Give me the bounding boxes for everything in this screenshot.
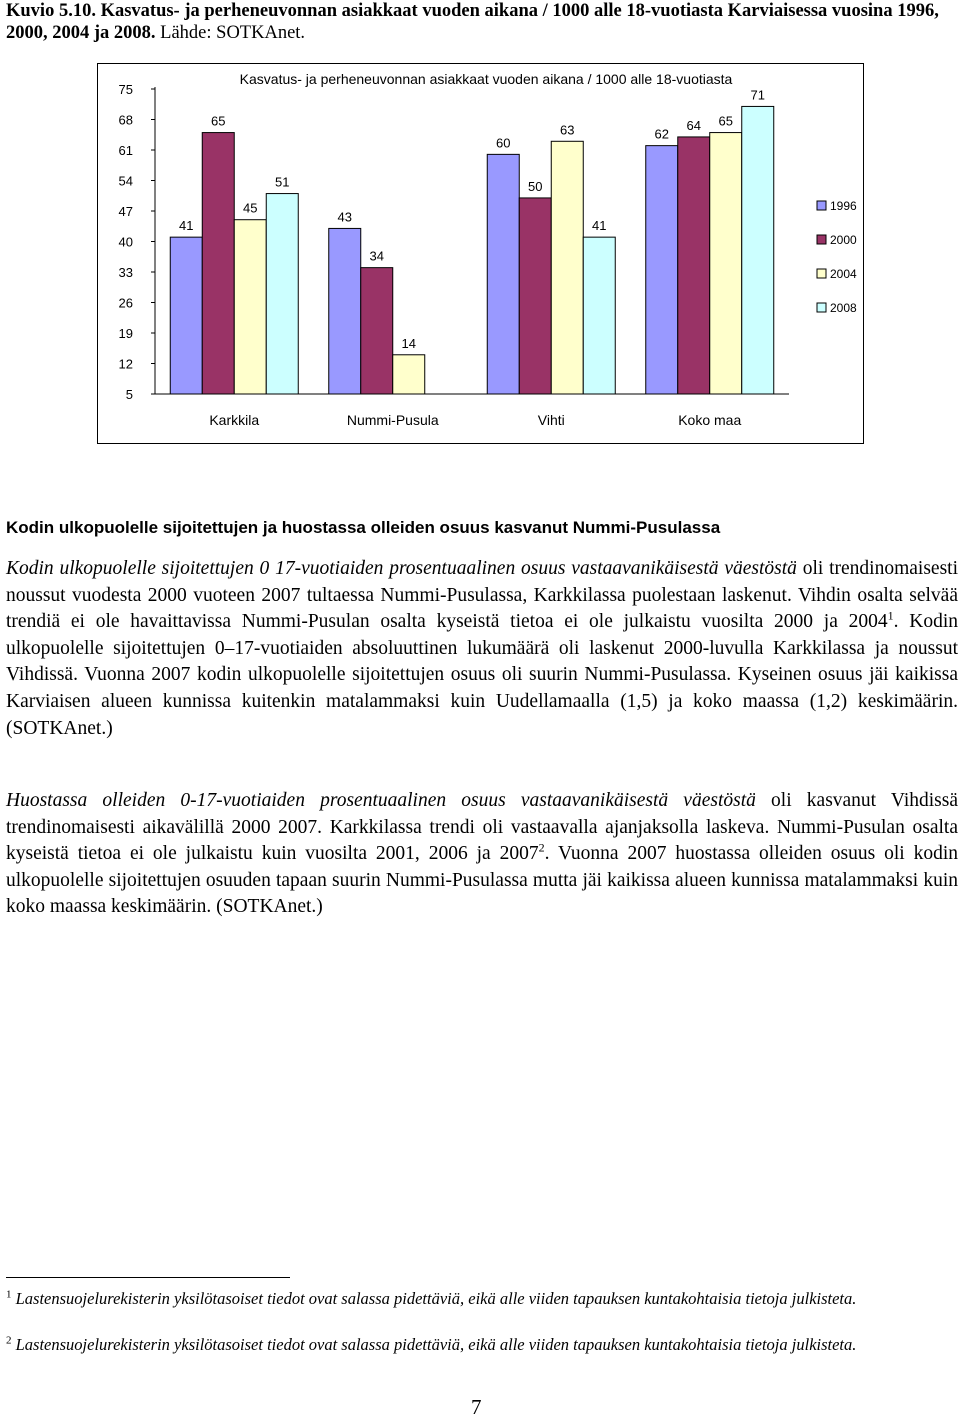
legend-swatch-2004 [817,269,826,278]
bar-2000 [202,133,234,394]
x-category-label: Nummi-Pusula [346,412,439,428]
data-label: 41 [592,218,607,234]
data-label: 63 [560,122,575,138]
footnote-ref-2[interactable]: 2 [538,840,545,855]
figure-caption-title: Kuvio 5.10. Kasvatus- ja perheneuvonnan asiakkaat vuoden aikana / 1000 alle 18-vuotiasta Karviaisessa vuosina 1996, 2000, 2004 ja 2008. [6,1,939,43]
data-label: 60 [496,135,511,151]
data-label: 34 [369,248,384,264]
bar-chart [98,64,865,445]
bar-2008 [583,237,615,394]
figure-caption-source: Lähde: SOTKAnet. [155,23,306,43]
legend-label-2004: 2004 [830,267,857,281]
paragraph-placements [6,556,958,742]
legend-swatch-2000 [817,235,826,244]
y-tick-label: 61 [118,143,133,158]
data-label: 41 [179,218,194,234]
y-tick-label: 33 [118,265,133,280]
data-label: 51 [275,174,290,190]
data-label: 64 [686,117,701,133]
bar-2004 [551,141,583,394]
x-category-label: Koko maa [678,412,742,428]
footnote-1-marker: 1 [6,1288,12,1301]
y-tick-label: 40 [118,234,133,250]
y-tick-label: 12 [118,356,133,372]
bar-2004 [234,220,266,394]
paragraph-custody [6,788,958,921]
footnote-1-text: Lastensuojelurekisterin yksilötasoiset tiedot ovat salassa pidettäviä, eikä alle viiden tapauksen kuntakohtaisia tietoja julkisteta. [15,1289,857,1308]
y-tick-label: 5 [125,387,133,402]
data-label: 65 [211,113,226,129]
paragraph-custody-text-a: oli kasvanut Vihdissä trendinomaisesti aikavälillä 2000 2007. Karkkilassa trendi oli vastaavalla ajanjaksolla laskeva. Nummi-Pusulan osalta kyseistä tietoa ei ole julkaistu kuin vuosilta 2001, 2006 ja 2007 [6,790,958,865]
bar-1996 [170,237,202,394]
bar-1996 [487,154,519,394]
data-label: 43 [337,209,352,225]
bar-2000 [678,137,710,394]
y-tick-label: 47 [118,204,133,219]
footnote-1 [6,1288,956,1310]
bar-2004 [710,133,742,394]
bar-1996 [646,146,678,394]
x-category-label: Karkkila [209,412,260,428]
page-number: 7 [471,1395,482,1419]
y-tick-label: 26 [118,295,133,311]
legend-label-1996: 1996 [830,199,857,213]
data-label: 65 [718,113,733,129]
footnote-2 [6,1334,956,1356]
y-tick-label: 75 [118,82,133,97]
chart-title: Kasvatus- ja perheneuvonnan asiakkaat vuoden aikana / 1000 alle 18-vuotiasta [239,71,733,87]
bar-1996 [329,228,361,394]
bar-chart-frame [97,63,864,444]
bar-2008 [742,106,774,394]
legend-label-2008: 2008 [830,301,857,315]
bar-2004 [393,355,425,394]
figure-caption [6,0,956,44]
bar-2000 [361,268,393,394]
legend-label-2000: 2000 [830,233,857,247]
data-label: 14 [401,335,416,351]
footnote-2-marker: 2 [6,1334,12,1347]
paragraph-custody-italic: Huostassa olleiden 0-17-vuotiaiden prosentuaalinen osuus vastaavanikäisestä väestöstä [6,790,756,811]
data-label: 62 [654,126,669,142]
data-label: 50 [528,178,543,194]
footnote-ref-1[interactable]: 1 [887,608,894,623]
legend-swatch-1996 [817,201,826,210]
y-tick-label: 19 [118,326,133,341]
paragraph-custody-text-b: . Vuonna 2007 huostassa olleiden osuus oli kodin ulkopuolelle sijoitettujen osuuden tapaan suurin Nummi-Pusulassa mutta jäi kaikissa alueen kunnissa matalammaksi kuin koko maassa keskimäärin. (SOTKAnet.) [6,843,958,918]
data-label: 45 [243,200,258,216]
footnote-separator [6,1277,290,1278]
bar-2000 [519,198,551,394]
y-tick-label: 68 [118,112,133,128]
data-label: 71 [750,87,765,103]
section-heading: Kodin ulkopuolelle sijoitettujen ja huostassa olleiden osuus kasvanut Nummi-Pusulassa [6,518,721,537]
legend-swatch-2008 [817,303,826,312]
paragraph-placements-text-b: . Kodin ulkopuolelle sijoitettujen 0–17-vuotiaiden absoluuttinen lukumäärä oli laskenut 2000-luvulla Karkkilassa ja noussut Vihdissä. Vuonna 2007 kodin ulkopuolelle sijoitettujen osuus oli suurin Nummi-Pusulassa. Kyseinen osuus jäi kaikissa Karviaisen alueen kunnissa kuitenkin matalammaksi kuin Uudellamaalla (1,5) ja koko maassa (1,2) keskimäärin. (SOTKAnet.) [6,611,959,739]
footnote-2-text: Lastensuojelurekisterin yksilötasoiset tiedot ovat salassa pidettäviä, eikä alle viiden tapauksen kuntakohtaisia tietoja julkisteta. [15,1335,857,1354]
bar-2008 [266,194,298,394]
paragraph-placements-italic: Kodin ulkopuolelle sijoitettujen 0 17-vuotiaiden prosentuaalinen osuus vastaavanikäisestä väestöstä [6,558,797,579]
x-category-label: Vihti [537,412,565,428]
y-tick-label: 54 [118,173,133,189]
paragraph-placements-text-a: oli trendinomaisesti noussut vuodesta 2000 vuoteen 2007 tultaessa Nummi-Pusulassa, Karkkilassa puolestaan laskenut. Vihdin osalta selvää trendiä ei ole havaittavissa Nummi-Pusulan osalta kyseistä tietoa ei ole julkaistu vuosilta 2000 ja 2004 [6,558,958,633]
